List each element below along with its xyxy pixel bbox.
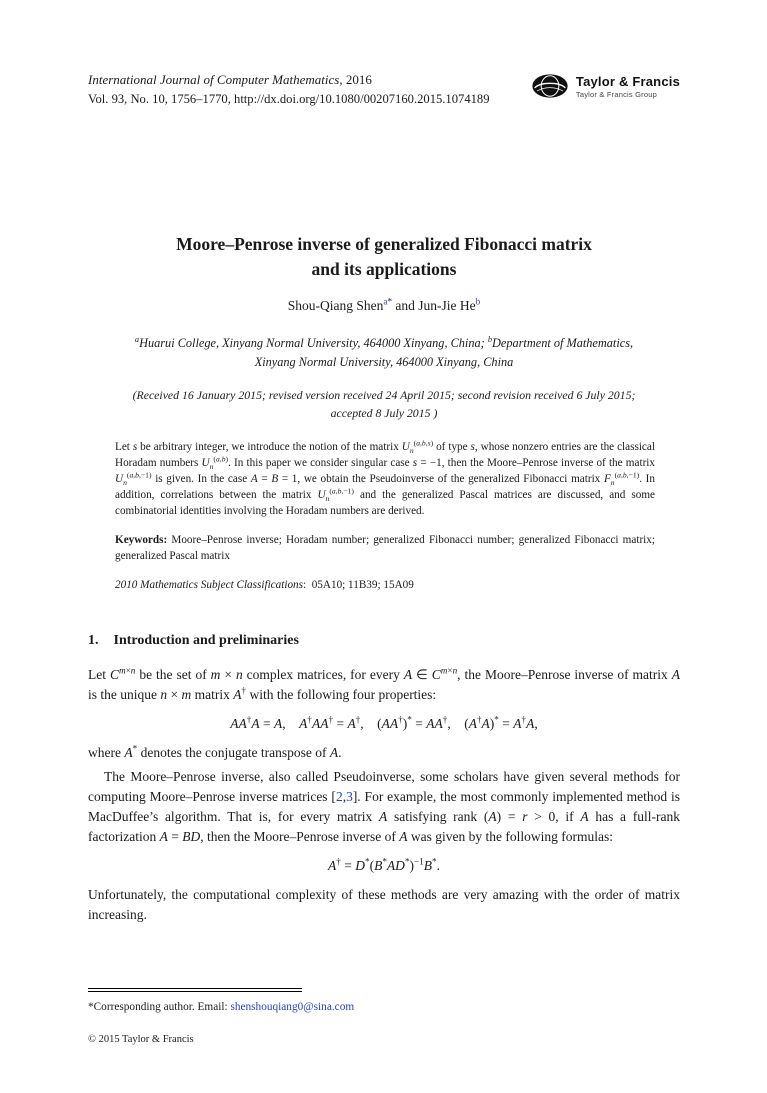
equation-penrose-properties: AA†A = A, A†AA† = A†, (AA†)* = AA†, (A†A)* = A†A, bbox=[230, 714, 538, 731]
corresponding-author-note bbox=[88, 1001, 680, 1013]
footnote-separator-rule bbox=[88, 988, 302, 992]
article-title bbox=[88, 232, 680, 283]
publication-info bbox=[88, 70, 490, 110]
email-link[interactable]: shenshouqiang0@sina.com bbox=[230, 1001, 355, 1013]
affiliation-line1: $^a$Huarui College, Xinyang Normal University, 464000 Xinyang, China; $^b$Department of Mathematics, bbox=[134, 335, 634, 351]
authors-line: Shou-Qiang Shen$^{a*}$ and Jun-Jie He$^b$ bbox=[287, 296, 481, 314]
equation-macduffee-formula: $A^\dagger = D^*(B^*AD^*)^{-1}B^*$. bbox=[328, 856, 440, 873]
logo-name: Taylor & Francis bbox=[575, 73, 680, 89]
paragraph-1: Let $C^{m\times n}$ be the set of m × n complex matrices, for every A ∈ $C^{m\times n}$, the Moore–Penrose inverse of matrix A is the unique n × m matrix A† with the following four properties: bbox=[88, 665, 680, 702]
section-number: 1. bbox=[88, 632, 99, 648]
taylor-francis-logo-text bbox=[576, 74, 680, 99]
copyright-line: © 2015 Taylor & Francis bbox=[88, 1034, 194, 1045]
article-title-line2: and its applications bbox=[311, 259, 457, 280]
journal-title-line: International Journal of Computer Mathematics, 2016 bbox=[88, 72, 372, 87]
received-dates-line bbox=[88, 387, 680, 422]
taylor-francis-logo bbox=[531, 73, 680, 99]
logo-group-name: Taylor & Francis Group bbox=[575, 89, 657, 99]
volume-line bbox=[88, 90, 490, 110]
msc-classification-line: 2010 Mathematics Subject Classifications: 05A10; 11B39; 15A09 bbox=[115, 578, 414, 591]
paragraph-3: The Moore–Penrose inverse, also called Pseudoinverse, some scholars have given several methods for computing Moore–Penrose inverse matrices [2,3]. For example, the most commonly implemented method is MacDuffee’s algorithm. That is, for every matrix A satisfying rank (A) = r > 0, if A has a full-rank factorization A = BD, then the Moore–Penrose inverse of A was given by the following formulas: bbox=[88, 768, 680, 844]
paragraph-4: Unfortunately, the computational complexity of these methods are very amazing with the order of matrix increasing. bbox=[88, 886, 680, 922]
abstract-paragraph: Let s be arbitrary integer, we introduce the notion of the matrix $U_n^{(a,b,s)}$ of type s, whose nonzero entries are the classical Horadam numbers $U_n^{(a,b)}$. In this paper we consider singular case s = −1, then the Moore–Penrose inverse of the matrix $U_n^{(a,b,-1)}$ is given. In the case A = B = 1, we obtain the Pseudoinverse of the generalized Fibonacci matrix $F_n^{(a,b,-1)}$. In addition, correlations between the matrix $U_n^{(a,b,-1)}$ and the generalized Pascal matrices are discussed, and some combinatorial identities involving the Horadam numbers are derived. bbox=[115, 437, 655, 517]
paragraph-2: where A* denotes the conjugate transpose of A. bbox=[88, 743, 342, 760]
section-1-heading bbox=[88, 633, 680, 649]
affiliation-line2: Xinyang Normal University, 464000 Xinyang, China bbox=[254, 354, 514, 369]
page-footer bbox=[88, 988, 680, 1045]
keywords-paragraph: Keywords: Moore–Penrose inverse; Horadam number; generalized Fibonacci number; generalized Fibonacci matrix; generalized Pascal matrix bbox=[115, 533, 655, 562]
section-title: Introduction and preliminaries bbox=[113, 632, 299, 648]
volume-info: Vol. 93, No. 10, 1756–1770, bbox=[88, 92, 235, 107]
doi-link[interactable]: http://dx.doi.org/10.1080/00207160.2015.1074189 bbox=[234, 92, 490, 107]
affiliation-block bbox=[88, 334, 680, 371]
masthead bbox=[88, 0, 680, 110]
footnote-text: *Corresponding author. Email: bbox=[88, 1001, 231, 1013]
received-line2: accepted 8 July 2015 ) bbox=[330, 405, 438, 420]
received-line1: (Received 16 January 2015; revised version received 24 April 2015; second revision received 6 July 2015; bbox=[132, 388, 636, 403]
taylor-francis-globe-icon bbox=[531, 73, 569, 99]
article-title-line1: Moore–Penrose inverse of generalized Fibonacci matrix bbox=[176, 233, 592, 254]
